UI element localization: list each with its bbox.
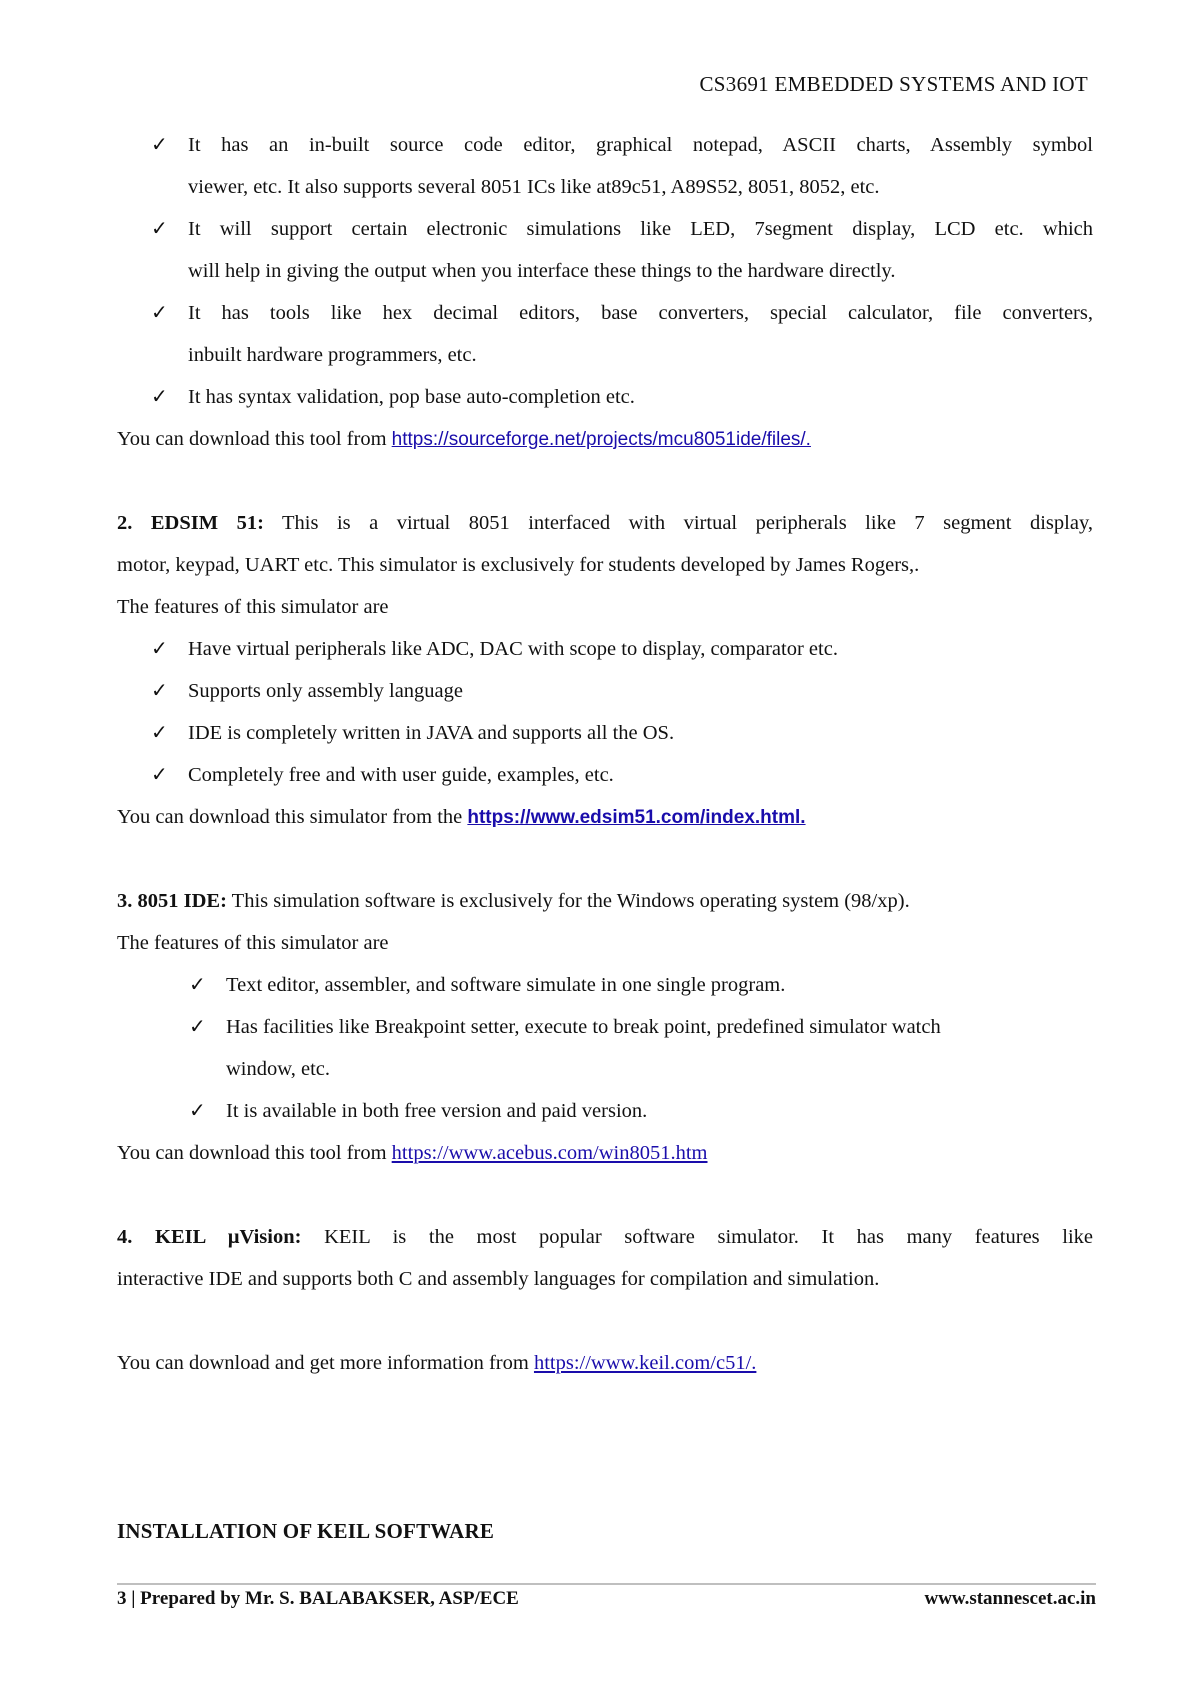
keil-paragraph-line: interactive IDE and supports both C and assembly languages for compilation and simulation. <box>117 1268 880 1290</box>
download-text: You can download this tool from <box>117 1142 392 1164</box>
download-line-mcu8051 <box>117 418 1093 460</box>
bullet-continuation: will help in giving the output when you interface these things to the hardware directly. <box>188 260 896 282</box>
bullet-text: Have virtual peripherals like ADC, DAC with scope to display, comparator etc. <box>188 638 838 660</box>
footer-website: www.stannescet.ac.in <box>924 1588 1096 1609</box>
download-line-keil <box>117 1342 1093 1384</box>
checkmark-icon: ✓ <box>151 134 168 156</box>
ide8051-intro-line: 3. 8051 IDE: This simulation software is exclusively for the Windows operating system (98/xp). <box>117 890 910 912</box>
page-footer <box>117 1588 1096 1620</box>
bullet-text: It is available in both free version and paid version. <box>226 1100 648 1122</box>
bullet-text: IDE is completely written in JAVA and supports all the OS. <box>188 722 675 744</box>
bullet-continuation: window, etc. <box>226 1058 330 1080</box>
document-body <box>117 124 1093 1552</box>
bullet-text: It has syntax validation, pop base auto-completion etc. <box>188 386 635 408</box>
download-link-acebus[interactable]: https://www.acebus.com/win8051.htm <box>391 1142 708 1164</box>
bullet-text: It will support certain electronic simulations like LED, 7segment display, LCD etc. which <box>188 218 1093 240</box>
bullet-item <box>117 292 1093 334</box>
checkmark-icon: ✓ <box>189 1016 206 1038</box>
checkmark-icon: ✓ <box>151 386 168 408</box>
checkmark-icon: ✓ <box>189 974 206 996</box>
checkmark-icon: ✓ <box>151 722 168 744</box>
bullet-item <box>117 670 1093 712</box>
bullet-text: Text editor, assembler, and software simulate in one single program. <box>226 974 786 996</box>
bullet-item <box>117 628 1093 670</box>
checkmark-icon: ✓ <box>151 680 168 702</box>
bullet-item <box>117 712 1093 754</box>
checkmark-icon: ✓ <box>151 302 168 324</box>
section-heading-8051-ide: 3. 8051 IDE: <box>117 890 227 912</box>
section-heading-keil: 4. KEIL µVision: <box>117 1226 302 1248</box>
edsim-paragraph-line: motor, keypad, UART etc. This simulator is exclusively for students developed by James Rogers,. <box>117 554 920 576</box>
bullet-item <box>117 754 1093 796</box>
checkmark-icon: ✓ <box>151 218 168 240</box>
download-text: You can download this tool from <box>117 428 392 450</box>
bullet-text: Supports only assembly language <box>188 680 464 702</box>
section-heading-edsim: 2. EDSIM 51: <box>117 512 264 534</box>
keil-intro-line: 4. KEIL µVision: KEIL is the most popular software simulator. It has many features like <box>117 1226 1093 1248</box>
download-line-edsim <box>117 796 1093 838</box>
bullet-text: Has facilities like Breakpoint setter, execute to break point, predefined simulator watch <box>226 1016 941 1038</box>
footer-prepared-by: 3 | Prepared by Mr. S. BALABAKSER, ASP/ECE <box>117 1588 519 1609</box>
bullet-item <box>117 208 1093 250</box>
bullet-text: It has an in-built source code editor, graphical notepad, ASCII charts, Assembly symbol <box>188 134 1093 156</box>
edsim-paragraph-line: The features of this simulator are <box>117 596 389 618</box>
bullet-continuation: inbuilt hardware programmers, etc. <box>188 344 477 366</box>
bullet-item <box>117 1090 1093 1132</box>
checkmark-icon: ✓ <box>189 1100 206 1122</box>
checkmark-icon: ✓ <box>151 764 168 786</box>
bullet-item <box>117 376 1093 418</box>
bullet-item <box>117 124 1093 166</box>
download-line-8051-ide <box>117 1132 1093 1174</box>
download-text: You can download this simulator from the <box>117 806 468 828</box>
download-link-keil[interactable]: https://www.keil.com/c51/. <box>533 1352 757 1374</box>
download-link-sourceforge[interactable]: https://sourceforge.net/projects/mcu8051ide/files/. <box>391 429 811 450</box>
ide8051-paragraph-line: The features of this simulator are <box>117 932 389 954</box>
installation-section-title: INSTALLATION OF KEIL SOFTWARE <box>117 1519 495 1543</box>
edsim-intro-line: 2. EDSIM 51: This is a virtual 8051 interfaced with virtual peripherals like 7 segment display, <box>117 512 1093 534</box>
checkmark-icon: ✓ <box>151 638 168 660</box>
bullet-item <box>117 1006 1093 1048</box>
download-link-edsim51[interactable]: https://www.edsim51.com/index.html. <box>467 807 806 828</box>
bullet-text: It has tools like hex decimal editors, base converters, special calculator, file converters, <box>188 302 1093 324</box>
bullet-text: Completely free and with user guide, examples, etc. <box>188 764 614 786</box>
download-text: You can download and get more information from <box>117 1352 534 1374</box>
page-header-course: CS3691 EMBEDDED SYSTEMS AND IOT <box>699 72 1088 96</box>
footer-divider <box>117 1583 1096 1585</box>
bullet-continuation: viewer, etc. It also supports several 8051 ICs like at89c51, A89S52, 8051, 8052, etc. <box>188 176 880 198</box>
bullet-item <box>117 964 1093 1006</box>
